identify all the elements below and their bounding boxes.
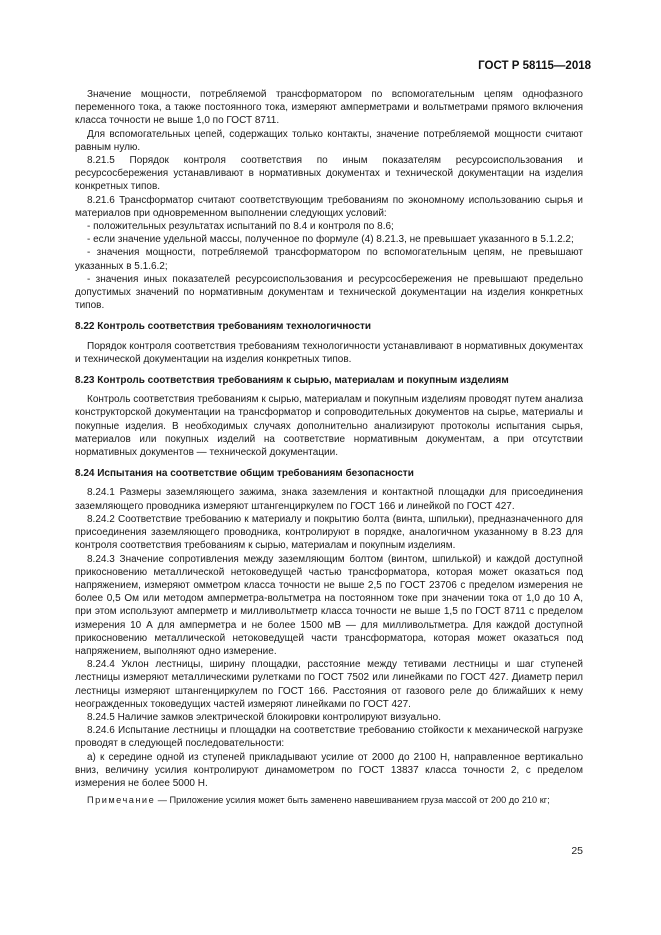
paragraph: Для вспомогательных цепей, содержащих только контакты, значение потребляемой мощности считают равным нулю.	[75, 128, 583, 153]
paragraph: Контроль соответствия требованиям к сырью, материалам и покупным изделиям проводят путем анализа конструкторской документации на трансформатор и сопроводительных документов на сырье, материалы и покупные изделия. В необходимых случаях дополнительно анализируют протоколы испытания сырья, материалов или покупных изделий на соответствие нормативным документам, а при отсутствии нормативных документов — технической документации.	[75, 394, 583, 459]
paragraph: 8.24.1 Размеры заземляющего зажима, знака заземления и контактной площадки для присоединения заземляющего проводника измеряют штангенциркулем по ГОСТ 166 и линейкой по ГОСТ 427.	[75, 487, 583, 512]
section-heading: 8.23 Контроль соответствия требованиям к сырью, материалам и покупным изделиям	[75, 375, 509, 387]
page-number: 25	[571, 845, 583, 857]
list-item: - если значение удельной массы, полученное по формуле (4) 8.21.3, не превышает указанного в 5.1.2.2;	[87, 234, 574, 246]
paragraph: Порядок контроля соответствия требованиям технологичности устанавливают в нормативных документах и технической документации на изделия конкретных типов.	[75, 340, 583, 365]
paragraph: 8.24.3 Значение сопротивления между заземляющим болтом (винтом, шпилькой) и каждой доступной прикосновению металлической нетоковедущей частью трансформатора, которая может оказаться под напряжением, измеряют омметром класса точности не выше 2,5 по ГОСТ 23706 с пределом измерения не более 0,5 Ом или методом амперметра-вольтметра на постоянном токе при значении тока от 1,0 до 10 А, при этом используют амперметр и милливольтметр класса точности не выше 1,5 по ГОСТ 8711 с пределом измерения 10 А для амперметра и не более 1500 мВ — для милливольтметра. Для каждой доступной прикосновению металлической нетоковедущей части трансформатора, которая может оказаться под напряжением, выполняют одно измерение.	[75, 553, 583, 657]
list-item: - значения мощности, потребляемой трансформатором по вспомогательным цепям, не превышают указанных в 5.1.6.2;	[75, 247, 583, 272]
document-body	[75, 88, 583, 807]
list-item: а) к середине одной из ступеней прикладывают усилие от 2000 до 2100 Н, направленное вертикально вниз, величину усилия контролируют динамометром по ГОСТ 13837 класса точности 2, с пределом измерения не более 5000 Н.	[75, 751, 583, 789]
note-label: Примечание	[87, 795, 156, 806]
list-item: - положительных результатах испытаний по 8.4 и контроля по 8.6;	[87, 221, 394, 233]
paragraph: Значение мощности, потребляемой трансформатором по вспомогательным цепям однофазного переменного тока, а также постоянного тока, измеряют амперметрами и вольтметрами прямого включения класса точности не выше 1,0 по ГОСТ 8711.	[75, 89, 583, 127]
paragraph: 8.21.6 Трансформатор считают соответствующим требованиям по экономному использованию сырья и материалов при одновременном выполнении следующих условий:	[75, 194, 583, 219]
paragraph: 8.24.2 Соответствие требованию к материалу и покрытию болта (винта, шпильки), предназначенного для присоединения заземляющего проводника, контролируют в порядке, аналогичном указанному в 8.23 для контроля соответствия требованиям к сырью, материалам и покупным изделиям.	[75, 513, 583, 552]
document-header-id: ГОСТ Р 58115—2018	[478, 60, 591, 72]
section-heading: 8.24 Испытания на соответствие общим требованиям безопасности	[75, 468, 414, 480]
note-text: — Приложение усилия может быть заменено навешиванием груза массой от 200 до 210 кг;	[155, 795, 550, 806]
paragraph: 8.24.5 Наличие замков электрической блокировки контролируют визуально.	[87, 711, 441, 723]
note	[75, 794, 583, 807]
paragraph: 8.24.4 Уклон лестницы, ширину площадки, расстояние между тетивами лестницы и шаг ступеней лестницы измеряют металлическими рулетками по ГОСТ 7502 или линейками по ГОСТ 427. Диаметр перил лестницы измеряют штангенциркулем по ГОСТ 166. Расстояния от газового реле до ближайших к нему неогражденных токоведущих частей измеряют линейками по ГОСТ 427.	[75, 659, 583, 710]
section-heading: 8.22 Контроль соответствия требованиям технологичности	[75, 321, 371, 333]
paragraph: 8.24.6 Испытание лестницы и площадки на соответствие требованию стойкости к механической нагрузке проводят в следующей последовательности:	[75, 725, 583, 750]
list-item: - значения иных показателей ресурсоиспользования и ресурсосбережения не превышают предельно допустимых значений по нормативным документам и технической документации на изделия конкретных типов.	[75, 273, 583, 312]
paragraph: 8.21.5 Порядок контроля соответствия по иным показателям ресурсоиспользования и ресурсосбережения устанавливают в нормативных документах и технической документации на изделия конкретных типов.	[75, 155, 583, 193]
